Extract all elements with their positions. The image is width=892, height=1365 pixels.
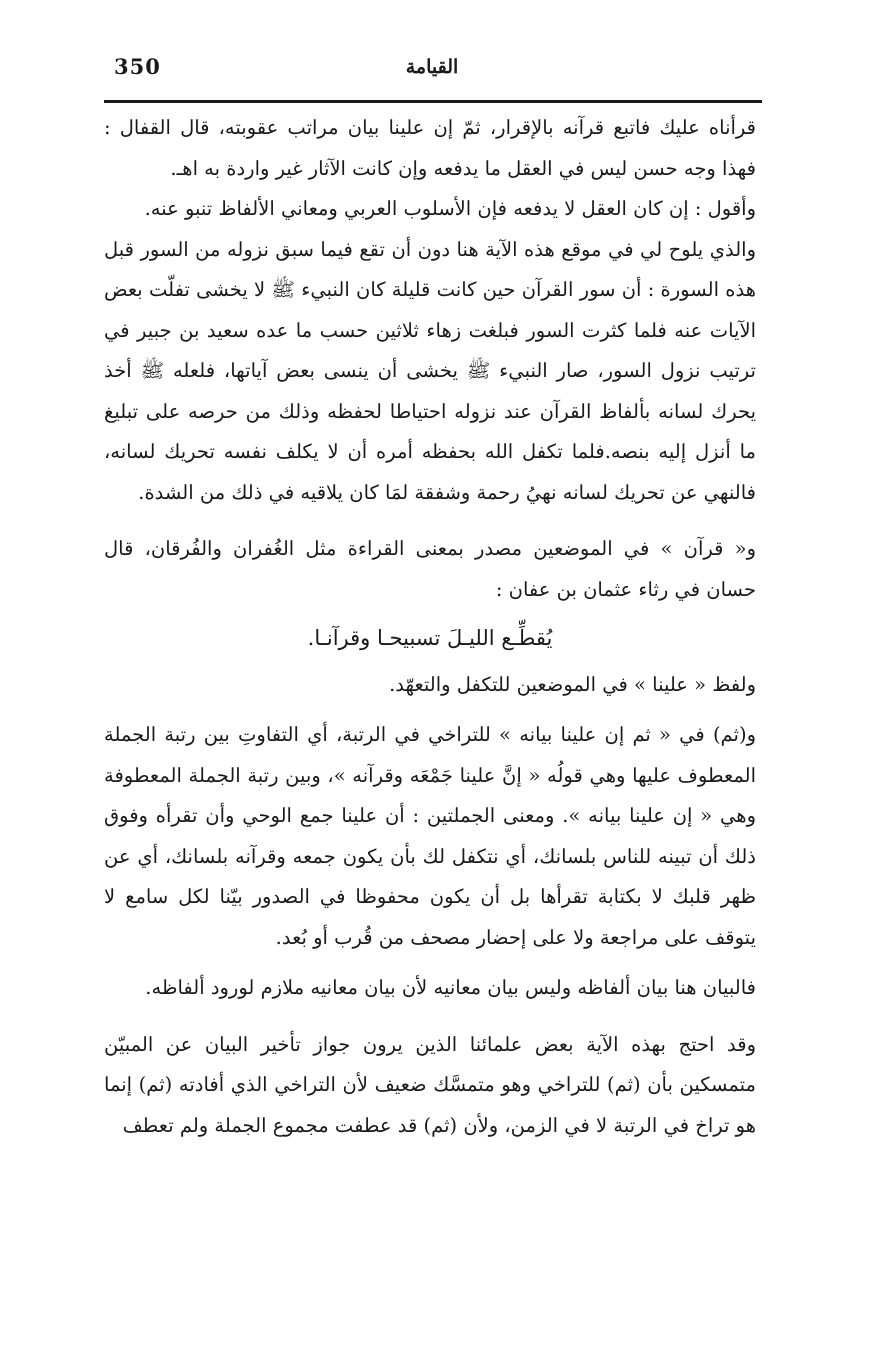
paragraph: قرأناه عليك فاتبع قرآنه بالإقرار، ثمّ إن علينا بيان مراتب عقوبته، قال القفال : فهذا وجه حسن ليس في العقل ما يدفعه وإن كانت الآثار غير واردة به اهـ. (104, 116, 756, 180)
paragraph: فالبيان هنا بيان ألفاظه وليس بيان معانيه لأن بيان معانيه ملازم لورود ألفاظه. (145, 976, 756, 999)
page-header (104, 50, 760, 94)
paragraph: و(ثم) في « ثم إن علينا بيانه » للتراخي في الرتبة، أي التفاوتِ بين رتبة الجملة المعطوف عليها وهي قولُه « إنَّ علينا جَمْعَه وقرآنه »، وبين رتبة الجملة المعطوفة وهي « إن علينا بيانه ». ومعنى الجملتين : أن علينا جمع الوحي وأن تقرأه وفوق ذلك أن تبينه للناس بلسانك، أي نتكفل لك بأن يكون جمعه وقرآنه بلسانك، أي عن ظهر قلبك لا بكتابة تقرأها بل أن يكون محفوظا في الصدور بيّنا لكل سامع لا يتوقف على مراجعة ولا على إحضار مصحف من قُرب أو بُعد. (104, 723, 756, 949)
paragraph: ولفظ « علينا » في الموضعين للتكفل والتعهّد. (389, 672, 756, 696)
paragraph: وأقول : إن كان العقل لا يدفعه فإن الأسلوب العربي ومعاني الألفاظ تنبو عنه. (144, 197, 756, 220)
header-divider (104, 100, 762, 103)
paragraph: و« قرآن » في الموضعين مصدر بمعنى القراءة مثل الغُفران والفُرقان، قال حسان في رثاء عثمان بن عفان : (104, 537, 756, 601)
page-number: 350 (114, 54, 161, 79)
poetry-verse: يُقطِّـع الليـلَ تسبيحـا وقرآنـا. (307, 626, 553, 650)
paragraph: وقد احتج بهذه الآية بعض علمائنا الذين يرون جواز تأخير البيان عن المبيّن متمسكين بأن (ثم) للتراخي وهو متمسَّك ضعيف لأن التراخي الذي أفادته (ثم) إنما هو تراخ في الرتبة لا في الزمن، ولأن (ثم) قد عطفت مجموع الجملة ولم تعطف (104, 1032, 756, 1137)
page-body (104, 108, 756, 1146)
running-title: القيامة (405, 56, 459, 78)
paragraph: والذي يلوح لي في موقع هذه الآية هنا دون أن تقع فيما سبق نزوله من السور قبل هذه السورة : أن سور القرآن حين كانت قليلة كان النبيء ﷺ لا يخشى تفلّت بعض الآيات عنه فلما كثرت السور فبلغت زهاء ثلاثين حسب ما عده سعيد بن جبير في ترتيب نزول السور، صار النبيء ﷺ يخشى أن ينسى بعض آياتها، فلعله ﷺ أخذ يحرك لسانه بألفاظ القرآن عند نزوله احتياطا لحفظه وذلك من حرصه على تبليغ ما أنزل إليه بنصه.فلما تكفل الله بحفظه أمره أن لا يكلف نفسه تحريك لسانه، فالنهي عن تحريك لسانه نهيُ رحمة وشفقة لمَا كان يلاقيه في ذلك من الشدة. (104, 237, 756, 504)
